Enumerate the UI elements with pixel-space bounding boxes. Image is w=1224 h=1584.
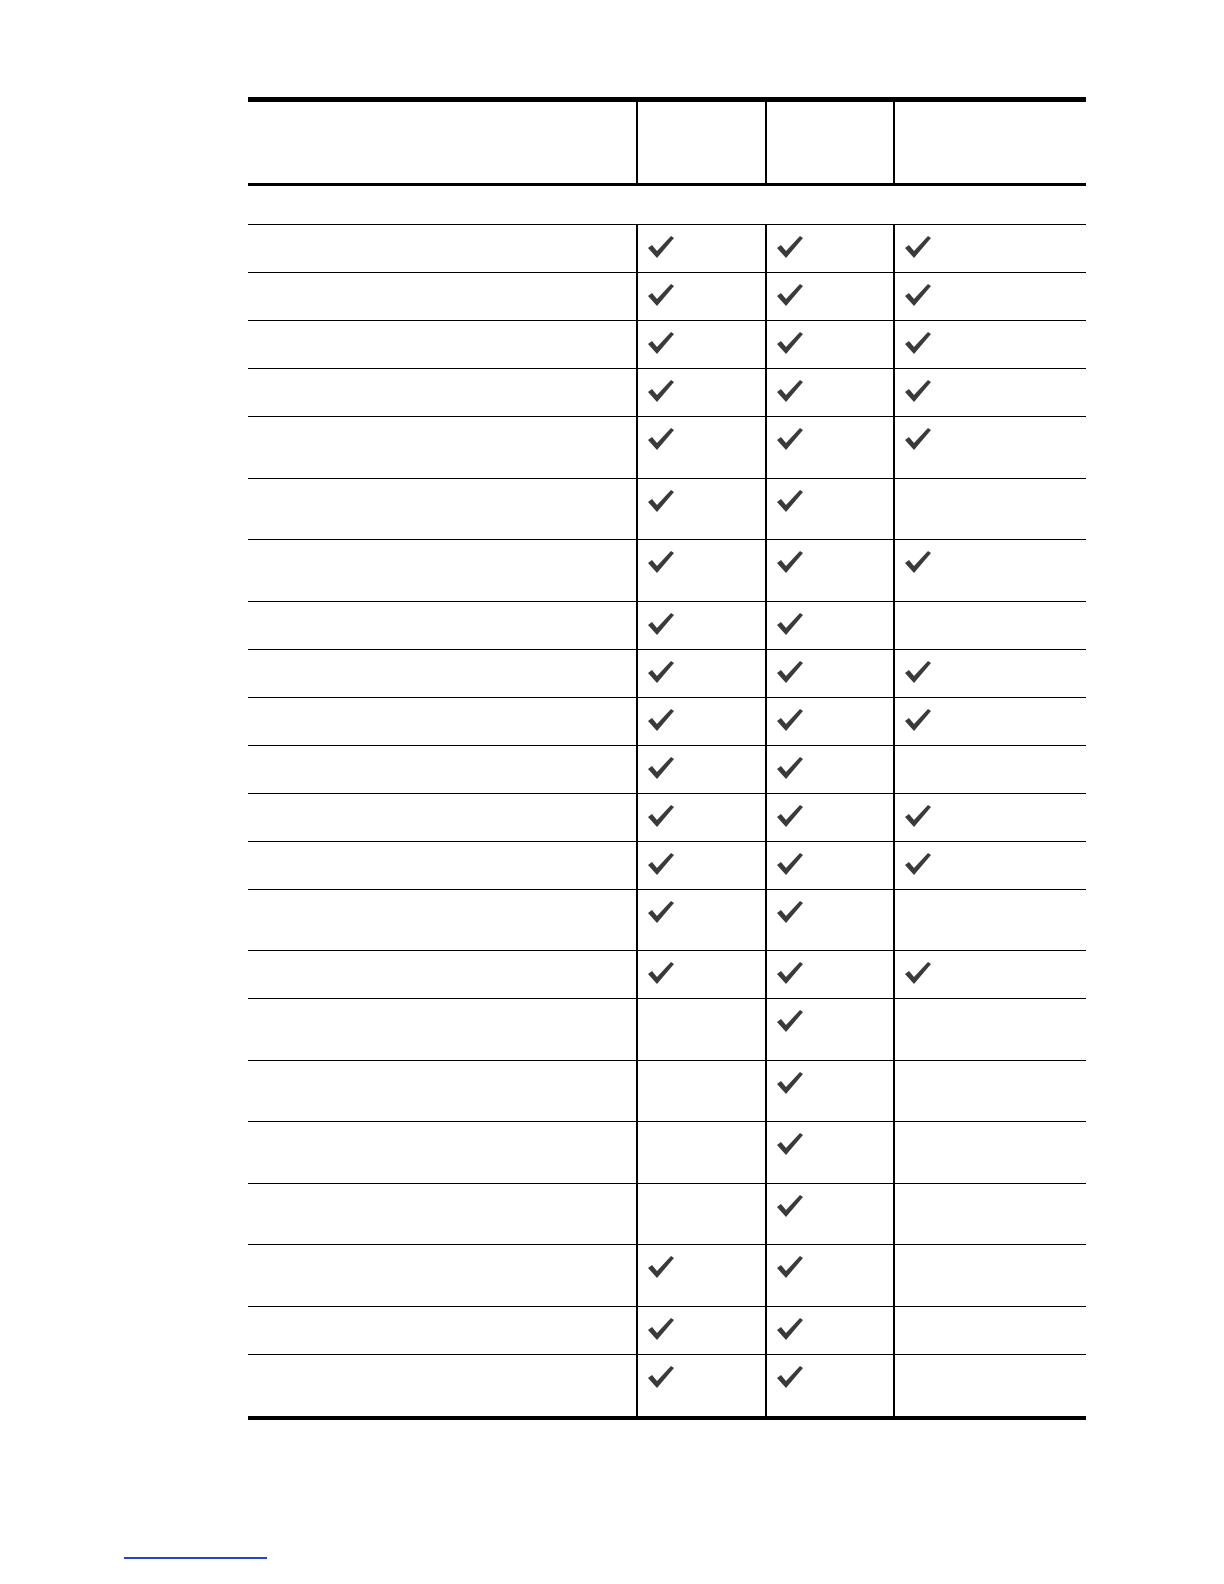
check-icon [646,755,676,781]
body-column-divider [636,225,638,1419]
check-icon [646,1364,676,1390]
header-column-divider [893,97,895,184]
compatibility-table [248,97,1086,1419]
check-icon [775,1193,805,1219]
check-icon [646,488,676,514]
check-icon [775,1254,805,1280]
row-separator [248,1306,1086,1307]
row-separator [248,1354,1086,1355]
check-icon [775,960,805,986]
row-separator [248,1244,1086,1245]
row-separator [248,272,1086,273]
table-bottom-rule [248,1416,1086,1420]
check-icon [903,330,933,356]
check-icon [775,803,805,829]
row-separator [248,697,1086,698]
footer-link-underline[interactable] [124,1557,267,1559]
row-separator [248,539,1086,540]
check-icon [775,488,805,514]
row-separator [248,601,1086,602]
check-icon [903,803,933,829]
section-row-rule [248,224,1086,225]
row-separator [248,889,1086,890]
check-icon [775,426,805,452]
check-icon [903,659,933,685]
table-top-rule [248,97,1086,102]
check-icon [903,960,933,986]
row-separator [248,793,1086,794]
row-separator [248,745,1086,746]
check-icon [646,378,676,404]
check-icon [903,282,933,308]
header-column-divider [636,97,638,184]
body-column-divider [893,225,895,1419]
row-separator [248,1060,1086,1061]
check-icon [775,1070,805,1096]
check-icon [775,330,805,356]
check-icon [775,378,805,404]
check-icon [646,707,676,733]
check-icon [903,426,933,452]
row-separator [248,649,1086,650]
check-icon [646,549,676,575]
check-icon [775,282,805,308]
check-icon [646,659,676,685]
check-icon [775,549,805,575]
check-icon [775,1131,805,1157]
row-separator [248,478,1086,479]
row-separator [248,416,1086,417]
check-icon [646,330,676,356]
body-column-divider [765,225,767,1419]
check-icon [646,426,676,452]
check-icon [775,1364,805,1390]
check-icon [775,851,805,877]
check-icon [903,378,933,404]
check-icon [775,1008,805,1034]
row-separator [248,1183,1086,1184]
check-icon [903,549,933,575]
row-separator [248,998,1086,999]
header-column-divider [765,97,767,184]
check-icon [903,234,933,260]
check-icon [646,611,676,637]
check-icon [775,707,805,733]
check-icon [775,234,805,260]
check-icon [646,960,676,986]
check-icon [903,707,933,733]
check-icon [646,803,676,829]
check-icon [775,755,805,781]
row-separator [248,320,1086,321]
check-icon [646,1316,676,1342]
row-separator [248,368,1086,369]
check-icon [646,282,676,308]
check-icon [775,611,805,637]
check-icon [903,851,933,877]
check-icon [775,899,805,925]
row-separator [248,950,1086,951]
check-icon [775,1316,805,1342]
row-separator [248,841,1086,842]
check-icon [646,851,676,877]
check-icon [775,659,805,685]
check-icon [646,1254,676,1280]
row-separator [248,1121,1086,1122]
header-bottom-rule [248,183,1086,186]
check-icon [646,899,676,925]
check-icon [646,234,676,260]
